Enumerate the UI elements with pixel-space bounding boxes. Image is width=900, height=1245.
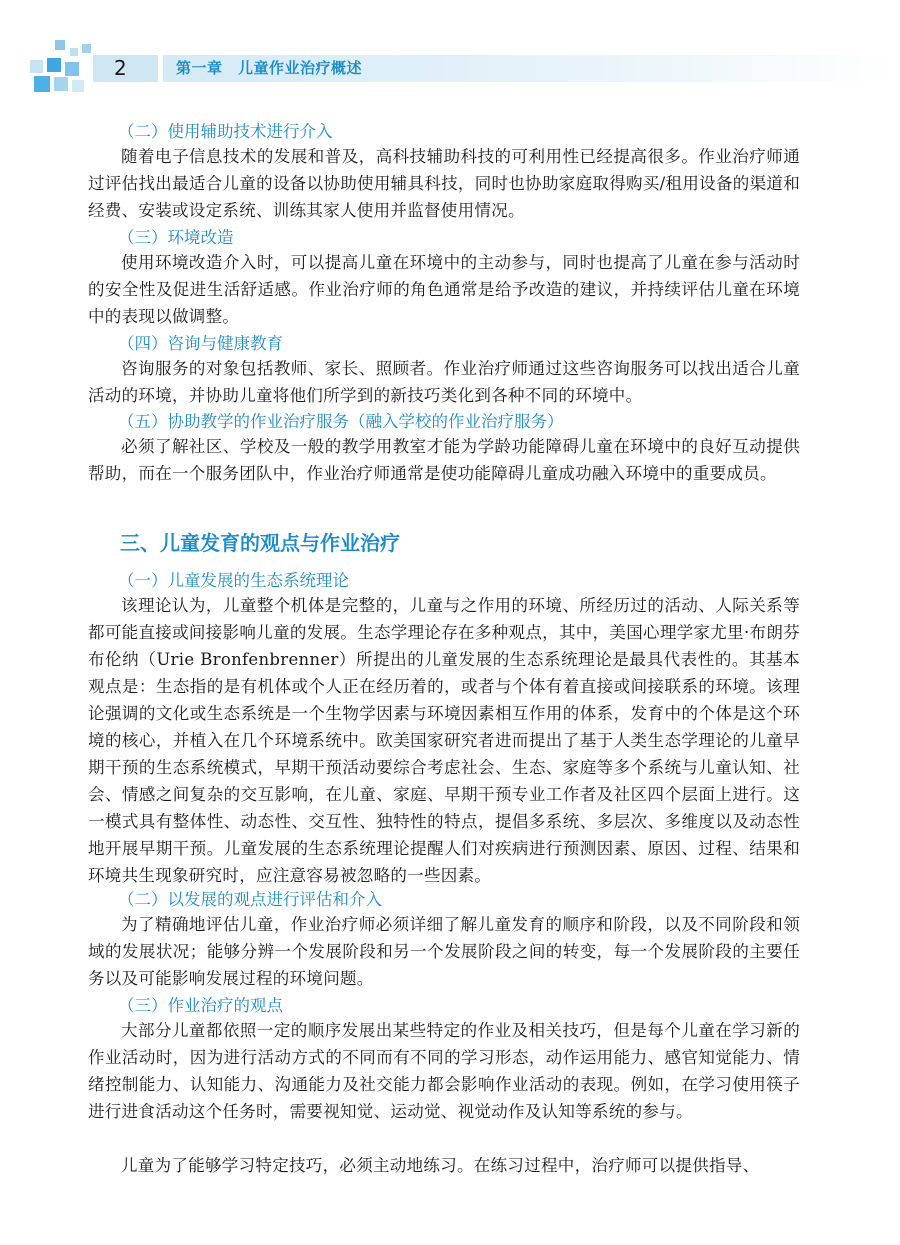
paragraph: 必须了解社区、学校及一般的教学用教室才能为学龄功能障碍儿童在环境中的良好互动提供帮助，而在一个服务团队中，作业治疗师通常是使功能障碍儿童成功融入环境中的重要成员。 — [88, 437, 800, 483]
paragraph: 大部分儿童都依照一定的顺序发展出某些特定的作业及相关技巧，但是每个儿童在学习新的作业活动时，因为进行活动方式的不同而有不同的学习形态，动作运用能力、感官知觉能力、情绪控制能力、认知能力、沟通能力及社交能力都会影响作业活动的表现。例如，在学习使用筷子进行进食活动这个任务时，需要视知觉、运动觉、视觉动作及认知等系统的参与。 — [88, 1021, 800, 1121]
decor-square — [65, 62, 79, 76]
decor-square — [54, 77, 68, 91]
section-heading: 三、儿童发育的观点与作业治疗 — [120, 531, 400, 555]
decor-square — [72, 80, 84, 92]
decor-square — [34, 76, 50, 92]
subheading: （一）儿童发展的生态系统理论 — [118, 571, 349, 590]
paragraph: 为了精确地评估儿童，作业治疗师必须详细了解儿童发育的顺序和阶段，以及不同阶段和领域的发展状况；能够分辨一个发展阶段和另一个发展阶段之间的转变，每一个发展阶段的主要任务以及可能影响发展过程的环境问题。 — [88, 915, 800, 988]
chapter-title: 第一章 儿童作业治疗概述 — [176, 59, 363, 77]
paragraph: 咨询服务的对象包括教师、家长、照顾者。作业治疗师通过这些咨询服务可以找出适合儿童活动的环境，并协助儿童将他们所学到的新技巧类化到各种不同的环境中。 — [88, 359, 800, 405]
page-number: 2 — [114, 56, 127, 80]
subheading: （四）咨询与健康教育 — [118, 334, 283, 353]
paragraph: 随着电子信息技术的发展和普及，高科技辅助科技的可利用性已经提高很多。作业治疗师通过评估找出最适合儿童的设备以协助使用辅具科技，同时也协助家庭取得购买/租用设备的渠道和经费、安装或设定系统、训练其家人使用并监督使用情况。 — [88, 147, 800, 220]
page-header — [0, 0, 900, 100]
paragraph: 该理论认为，儿童整个机体是完整的，儿童与之作用的环境、所经历过的活动、人际关系等都可能直接或间接影响儿童的发展。生态学理论存在多种观点，其中，美国心理学家尤里·布朗芬布伦纳（Urie Bronfenbrenner）所提出的儿童发展的生态系统理论是最具代表性的。其基本观点是：生态指的是有机体或个人正在经历着的，或者与个体有着直接或间接联系的环境。该理论强调的文化或生态系统是一个生物学因素与环境因素相互作用的体系，发育中的个体是这个环境的核心，并植入在几个环境系统中。欧美国家研究者进而提出了基于人类生态学理论的儿童早期干预的生态系统模式，早期干预活动要综合考虑社会、生态、家庭等多个系统与儿童认知、社会、情感之间复杂的交互影响，在儿童、家庭、早期干预专业工作者及社区四个层面上进行。这一模式具有整体性、动态性、交互性、独特性的特点，提倡多系统、多层次、多维度以及动态性地开展早期干预。儿童发展的生态系统理论提醒人们对疾病进行预测因素、原因、过程、结果和环境共生现象研究时，应注意容易被忽略的一些因素。 — [88, 596, 800, 885]
subheading: （三）作业治疗的观点 — [118, 996, 283, 1015]
subheading: （二）使用辅助技术进行介入 — [118, 122, 333, 141]
subheading: （二）以发展的观点进行评估和介入 — [118, 890, 382, 909]
subheading: （三）环境改造 — [118, 228, 234, 247]
decor-square — [55, 40, 65, 50]
subheading: （五）协助教学的作业治疗服务（融入学校的作业治疗服务） — [118, 412, 564, 431]
decor-square — [47, 58, 61, 72]
paragraph: 儿童为了能够学习特定技巧，必须主动地练习。在练习过程中，治疗师可以提供指导、 — [121, 1156, 760, 1175]
paragraph: 使用环境改造介入时，可以提高儿童在环境中的主动参与，同时也提高了儿童在参与活动时的安全性及促进生活舒适感。作业治疗师的角色通常是给予改造的建议，并持续评估儿童在环境中的表现以做调整。 — [88, 253, 800, 326]
decor-square — [70, 48, 78, 56]
decor-square — [82, 44, 91, 53]
decor-square — [30, 60, 43, 73]
